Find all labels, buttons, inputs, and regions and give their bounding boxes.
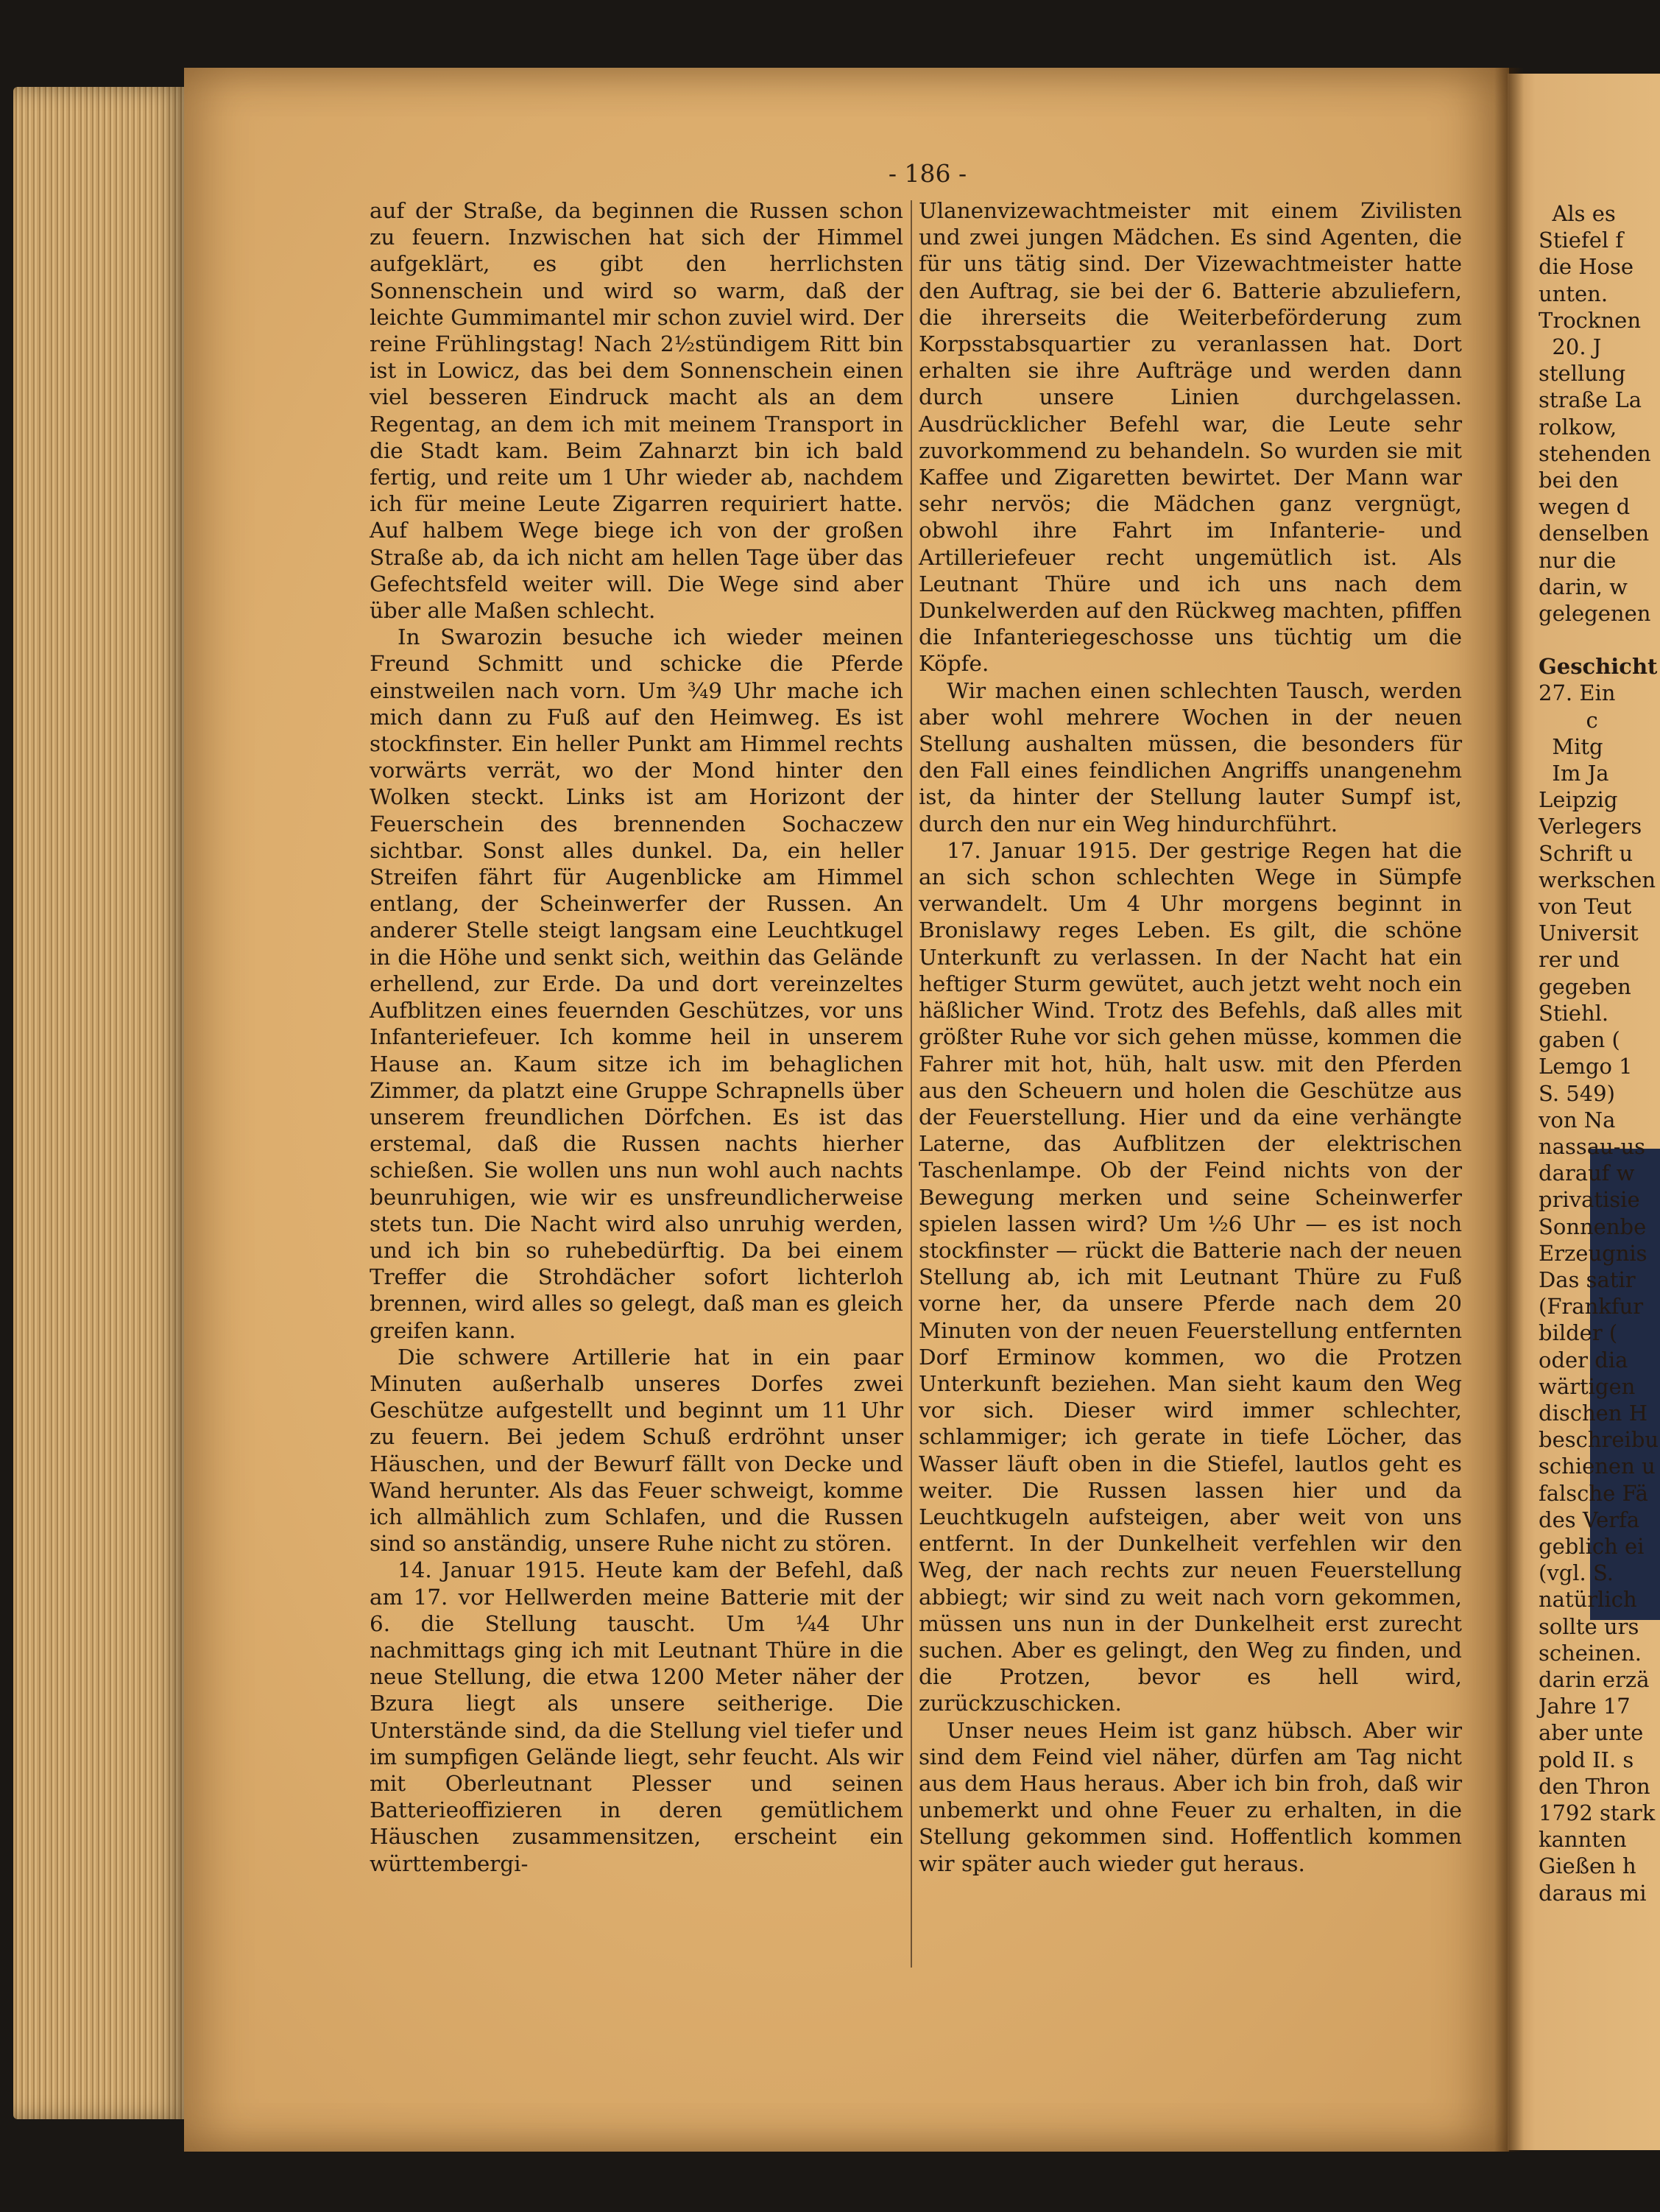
facing-page-line: Leipzig [1539,787,1625,813]
facing-page-line: gaben ( [1539,1027,1620,1053]
facing-page-line: Mitg [1539,733,1603,759]
facing-page-line: von Na [1539,1107,1616,1133]
facing-page-line: Stiefel f [1539,228,1624,253]
facing-page-line: c [1539,707,1598,733]
facing-page-line: 27. Ein [1539,680,1616,706]
paragraph: 14. Januar 1915. Heute kam der Befehl, daß am 17. vor Hellwerden meine Batterie mit der 6. die Stellung tauscht. Um ¼4 Uhr nachmittags ging ich mit Leutnant Thüre in die neue Stellung, die etwa 1200 Meter näher der Bzura liegt als unsere seitherige. Die Unterstände sind, da die Stellung viel tiefer und im sumpfigen Gelände liegt, sehr feucht. Als wir mit Oberleutnant Plesser und seinen Batterieoffizieren in deren gemütlichem Häuschen zusammensitzen, erscheint ein württembergi- [370,1557,903,1876]
left-text-column [370,197,903,1877]
column-divider [911,200,912,1968]
facing-page-line: Stiehl. [1539,1000,1609,1026]
facing-page-line: gegeben [1539,973,1639,999]
facing-page-line: kannten [1539,1827,1633,1853]
paragraph: auf der Straße, da beginnen die Russen schon zu feuern. Inzwischen hat sich der Himmel aufgeklärt, es gibt den herrlichsten Sonnenschein und wird so warm, daß der leichte Gummimantel mir schon zuviel wird. Der reine Frühlingstag! Nach 2½stündigem Ritt bin ist in Lowicz, das bei dem Sonnenschein einen viel besseren Eindruck macht als an dem Regentag, an dem ich mit meinem Transport in die Stadt kam. Beim Zahnarzt bin ich bald fertig, und reite um 1 Uhr wieder ab, nachdem ich für meine Leute Zigarren requiriert hatte. Auf halbem Wege biege ich von der großen Straße ab, da ich nicht am hellen Tage über das Gefechtsfeld weiter will. Die Wege sind aber über alle Maßen schlecht. [370,198,903,624]
facing-page-line: rer und [1539,947,1627,973]
facing-page-line: beschreibu [1539,1427,1659,1453]
facing-page-line: Das satir [1539,1267,1636,1292]
paragraph: Unser neues Heim ist ganz hübsch. Aber wir sind dem Feind viel näher, dürfen am Tag nicht aus dem Haus heraus. Aber ich bin froh, daß wir unbemerkt und ohne Feuer zu erhalten, in die Stellung gekommen sind. Hoffentlich kommen wir später auch wieder gut heraus. [919,1717,1462,1876]
facing-page-line: bei den [1539,468,1625,493]
facing-page-line: den Thron [1539,1773,1650,1799]
facing-page-line: falsche Fä [1539,1480,1648,1506]
facing-page-line: Schrift u [1539,840,1633,866]
page-number: - 186 - [888,159,967,188]
facing-page-line: S. 549) [1539,1080,1622,1106]
facing-page-line: nassau-us [1539,1133,1646,1159]
facing-page-line: die Hose [1539,254,1634,280]
facing-page-line: unten. [1539,281,1622,306]
facing-page-line: aber unte [1539,1720,1644,1746]
facing-page-line: Lemgo 1 [1539,1054,1633,1079]
facing-page-line: geblich ei [1539,1533,1645,1559]
facing-page-line: (vgl. S. [1539,1560,1621,1586]
facing-page-line: des Verfa [1539,1507,1640,1532]
facing-page-line: Universit [1539,920,1639,946]
facing-page-line: wärtigen [1539,1373,1642,1399]
facing-page-line: Geschicht [1539,654,1658,680]
facing-page-line: Als es [1539,201,1616,226]
book-gutter [1494,68,1524,2152]
facing-page-line: Sonnenbe [1539,1214,1647,1239]
facing-page-line: pold II. s [1539,1747,1634,1772]
facing-page-line: rolkow, [1539,414,1624,440]
facing-page-line: straße La [1539,387,1642,413]
paragraph: Ulanenvizewachtmeister mit einem Zivilisten und zwei jungen Mädchen. Es sind Agenten, die für uns tätig sind. Der Vizewachtmeister hatte den Auftrag, sie bei der 6. Batterie abzuliefern, die ihrerseits die Weiterbeförderung zum Korpsstabsquartier zu veranlassen hat. Dort erhalten sie ihre Aufträge und werden dann durch unsere Linien durchgelassen. Ausdrücklicher Befehl war, die Leute sehr zuvorkommend zu behandeln. So wurden sie mit Kaffee und Zigaretten bewirtet. Der Mann war sehr nervös; die Mädchen ganz vergnügt, obwohl ihre Fahrt im Infanterie- und Artilleriefeuer recht ungemütlich ist. Als Leutnant Thüre und ich uns nach dem Dunkelwerden auf den Rückweg machten, pfiffen die Infanteriegeschosse uns tüchtig um die Köpfe. [919,198,1462,677]
facing-page-line: schienen u [1539,1454,1656,1479]
facing-page-line: werkschen [1539,867,1656,892]
facing-page-line: sollte urs [1539,1613,1639,1639]
facing-page-line: darin erzä [1539,1666,1650,1692]
facing-page-line: wegen d [1539,494,1631,520]
facing-page-line: Trocknen [1539,307,1641,333]
right-text-column [919,197,1462,1877]
paragraph: In Swarozin besuche ich wieder meinen Freund Schmitt und schicke die Pferde einstweilen nach vorn. Um ¾9 Uhr mache ich mich dann zu Fuß auf den Heimweg. Es ist stockfinster. Ein heller Punkt am Himmel rechts vorwärts verrät, wo der Mond hinter den Wolken steckt. Links ist am Horizont der Feuerschein des brennenden Sochaczew sichtbar. Sonst alles dunkel. Da, ein heller Streifen fährt für Augenblicke am Himmel entlang, der Scheinwerfer der Russen. An anderer Stelle steigt langsam eine Leuchtkugel in die Höhe und senkt sich, weithin das Gelände erhellend, zur Erde. Da und dort vereinzeltes Aufblitzen eines feuernden Geschützes, vor uns Infanteriefeuer. Ich komme heil in unserem Hause an. Kaum sitze ich im behaglichen Zimmer, da platzt eine Gruppe Schrapnells über unserem freundlichen Dörfchen. Es ist das erstemal, daß die Russen nachts hierher schießen. Sie wollen uns nun wohl auch nachts beunruhigen, wie wir es unsfreundlicherweise stets tun. Die Nacht wird also unruhig werden, und ich bin so ruhebedürftig. Da bei einem Treffer die Strohdächer sofort lichterloh brennen, wird alles so gelegt, daß man es gleich greifen kann. [370,624,903,1343]
facing-page-line: Gießen h [1539,1853,1636,1879]
facing-page-line: daraus mi [1539,1880,1647,1906]
facing-page-line: 1792 stark [1539,1800,1656,1825]
paragraph: Die schwere Artillerie hat in ein paar Minuten außerhalb unseres Dorfes zwei Geschütze aufgestellt und beginnt um 11 Uhr zu feuern. Bei jedem Schuß erdröhnt unser Häuschen, und der Bewurf fällt von Decke und Wand herunter. Als das Feuer schweigt, komme ich allmählich zum Schlafen, und die Russen sind so anständig, unsere Ruhe nicht zu stören. [370,1344,903,1557]
facing-page-line: natürlich [1539,1587,1637,1613]
facing-page-line: gelegenen [1539,601,1651,627]
paragraph: 17. Januar 1915. Der gestrige Regen hat die an sich schon schlechten Wege in Sümpfe verwandelt. Um 4 Uhr morgens beginnt in Bronislawy reges Leben. Es gilt, die schöne Unterkunft zu verlassen. In der Nacht hat ein heftiger Sturm gewütet, auch jetzt weht noch ein häßlicher Wind. Trotz des Befehls, daß alles mit größter Ruhe vor sich gehen müsse, kommen die Fahrer mit hot, hüh, halt usw. mit den Pferden aus den Scheuern und holen die Geschütze aus der Feuerstellung. Hier und da eine verhängte Laterne, das Aufblitzen der elektrischen Taschenlampe. Ob der Feind nichts von der Bewegung merken und seine Scheinwerfer spielen lassen wird? Um ½6 Uhr — es ist noch stockfinster — rückt die Batterie nach der neuen Stellung ab, ich mit Leutnant Thüre zu Fuß vorne her, da unsere Pferde nach dem 20 Minuten von der neuen Feuerstellung entfernten Dorf Erminow kommen, wo die Protzen Unterkunft beziehen. Man sieht kaum den Weg vor sich. Dieser wird immer schlechter, schlammiger; ich gerate in tiefe Löcher, das Wasser läuft oben in die Stiefel, lautlos geht es weiter. Die Russen lassen hier und da Leuchtkugeln aufsteigen, aber weit von uns entfernt. In der Dunkelheit verfehlen wir den Weg, der nach rechts zur neuen Feuerstellung abbiegt; wir sind zu weit nach vorn gekommen, müssen uns nun in der Dunkelheit erst zurecht suchen. Aber es gelingt, den Weg zu finden, und die Protzen, bevor es hell wird, zurückzuschicken. [919,837,1462,1716]
facing-page-line: dischen H [1539,1400,1647,1426]
facing-page-line: Jahre 17 [1539,1694,1631,1719]
facing-page-line: Im Ja [1539,761,1609,786]
facing-page-line: darauf w [1539,1160,1635,1186]
facing-page-line: bilder ( [1539,1320,1618,1346]
facing-page-line: Erzeugnis [1539,1240,1647,1266]
facing-page-line: (Frankfur [1539,1294,1644,1320]
facing-page-line: denselben [1539,521,1650,546]
facing-page-line [1539,627,1659,653]
facing-page-line: privatisie [1539,1187,1640,1213]
book-page-edges [13,87,190,2119]
paragraph: Wir machen einen schlechten Tausch, werden aber wohl mehrere Wochen in der neuen Stellung aushalten müssen, die besonders für den Fall eines feindlichen Angriffs unangenehm ist, da hinter der Stellung lauter Sumpf ist, durch den nur ein Weg hindurchführt. [919,677,1462,836]
facing-page-line: oder dia [1539,1347,1628,1373]
facing-page-line: 20. J [1539,334,1602,360]
facing-page-line: darin, w [1539,574,1628,599]
facing-page-text [1539,200,1659,1906]
facing-page-line: stehenden [1539,440,1651,466]
facing-page-line: nur die [1539,547,1623,573]
facing-page-line: scheinen. [1539,1640,1642,1666]
facing-page-line: von Teut [1539,894,1632,920]
facing-page-line: stellung [1539,361,1633,387]
facing-page-line: Verlegers [1539,814,1642,839]
